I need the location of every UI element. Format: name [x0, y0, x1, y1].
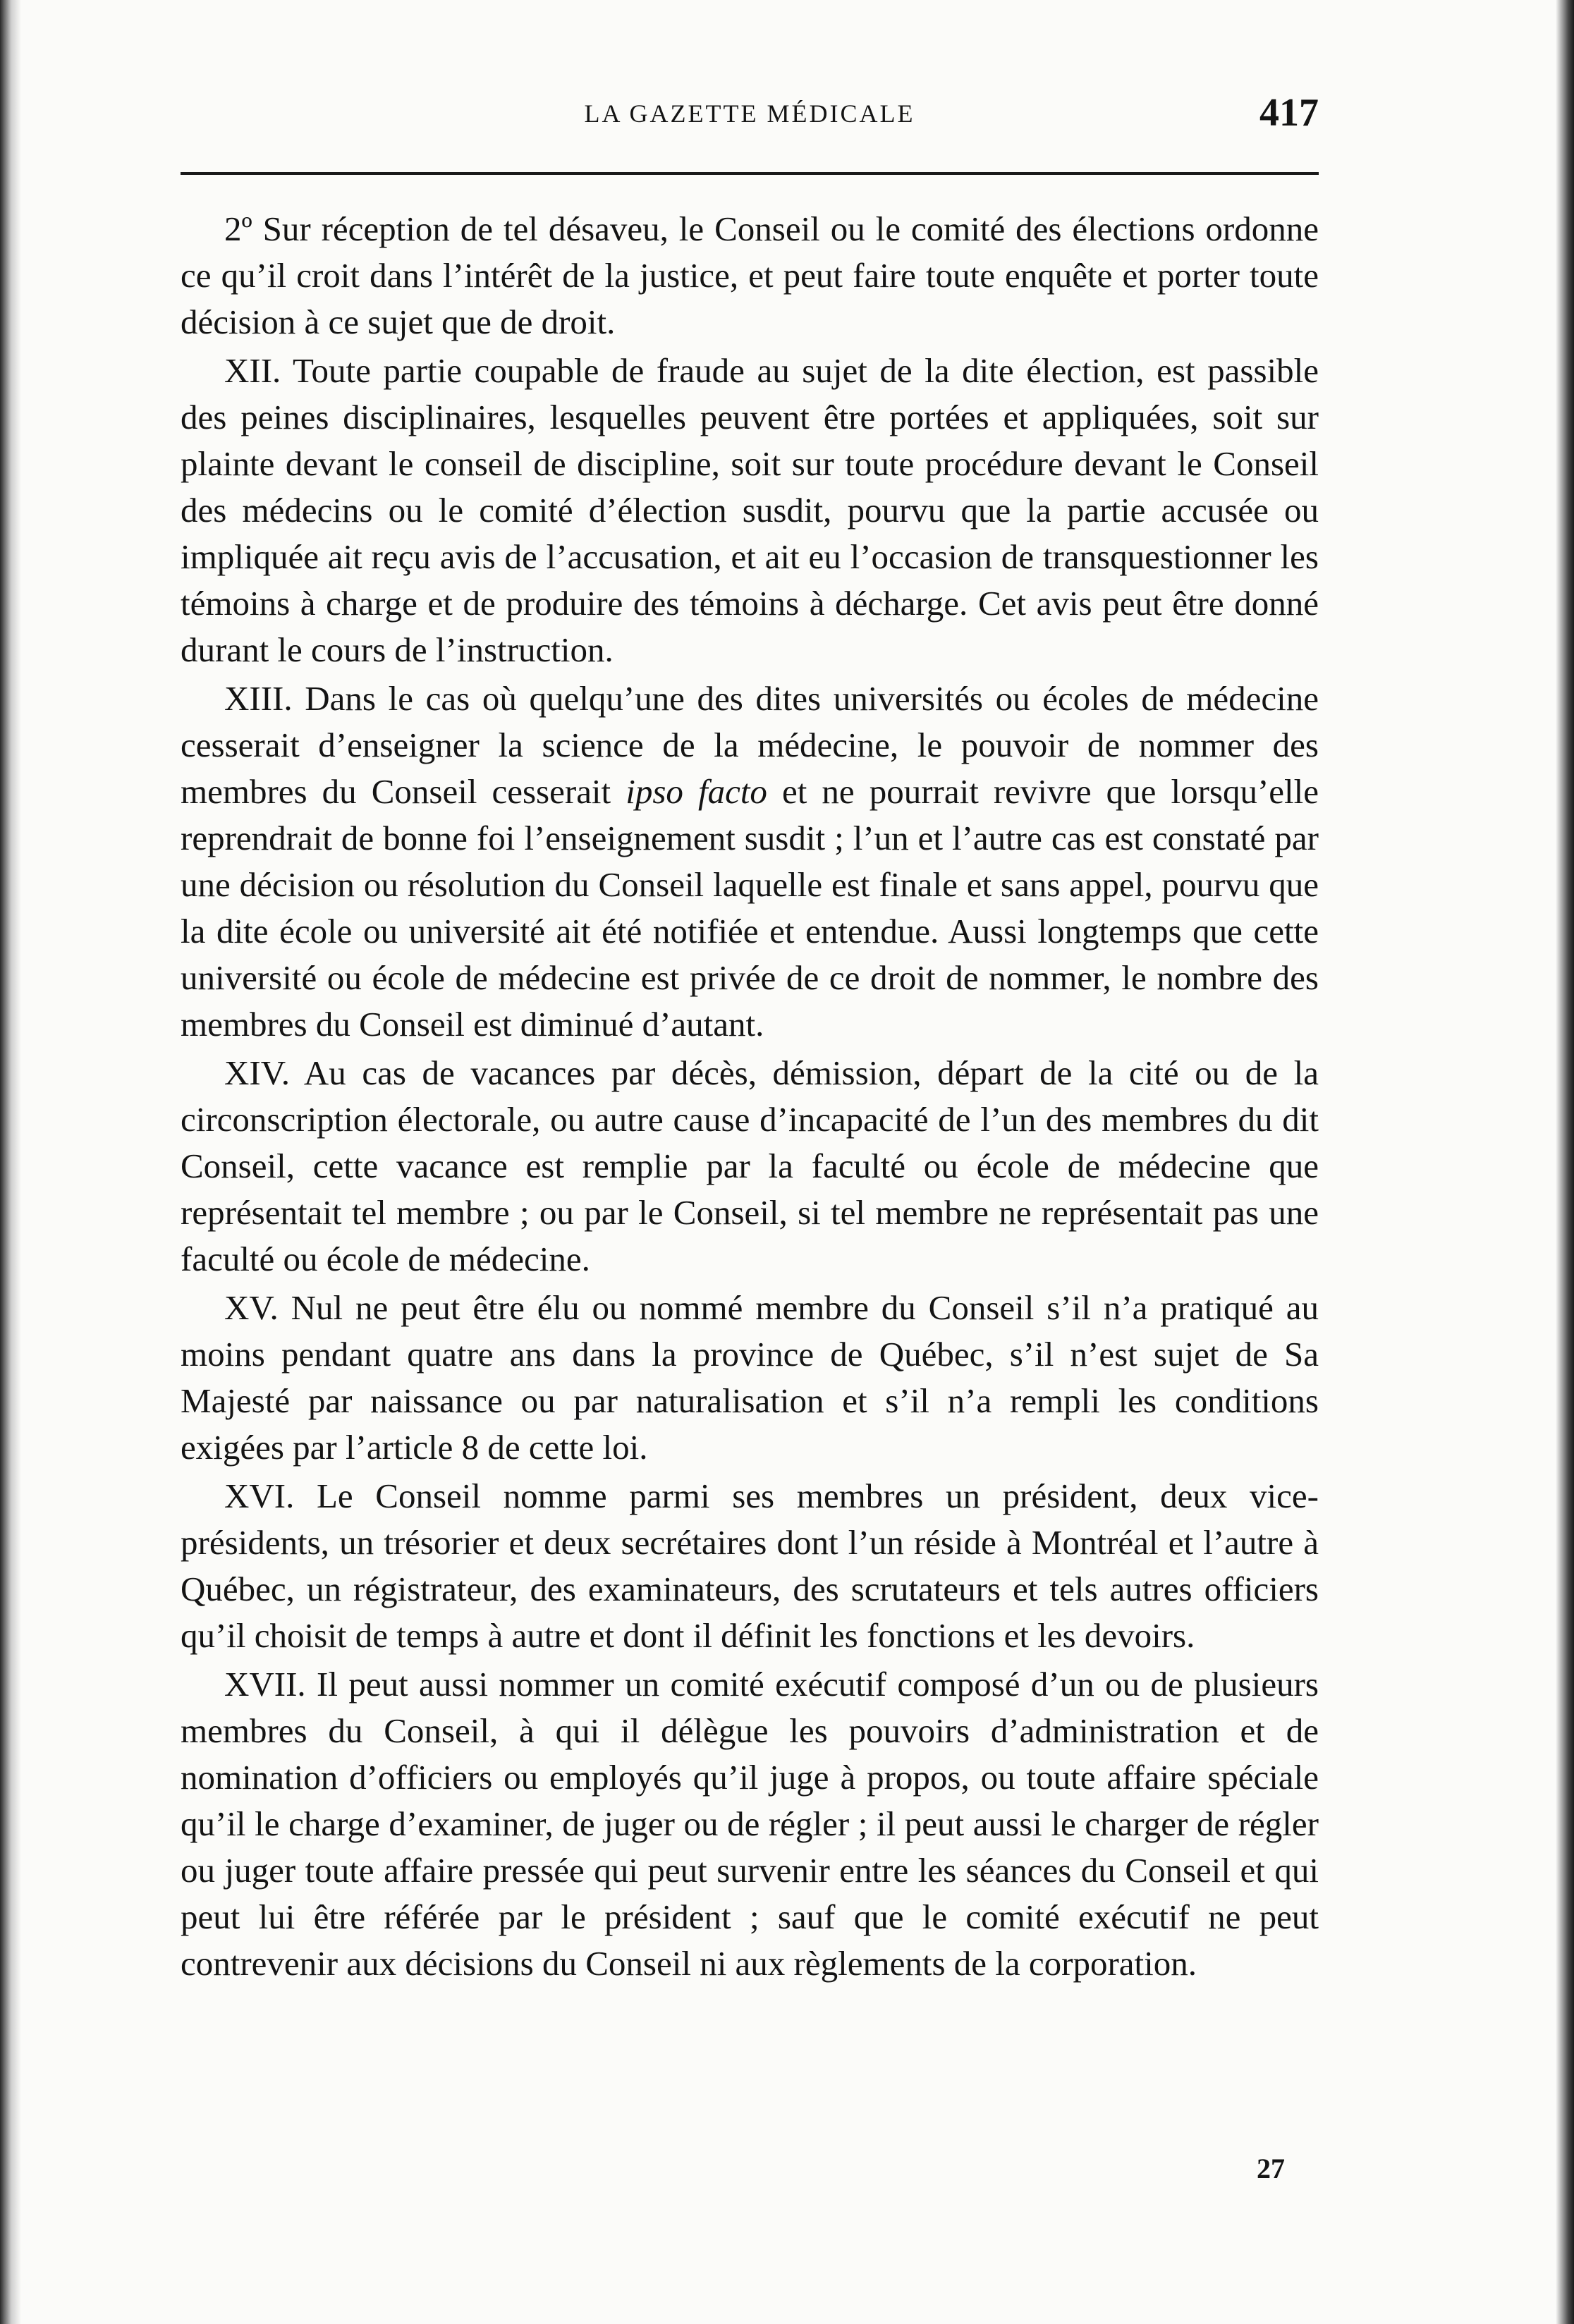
header-rule: [181, 172, 1319, 175]
paragraph-article-xiv: [181, 1050, 1319, 1283]
paragraph-article-xvi: [181, 1473, 1319, 1659]
paragraph-text: et ne pourrait revivre que lorsqu’elle reprendrait de bonne foi l’enseignement susdit ; l’un et l’autre cas est constaté par une décision ou résolution du Conseil laquelle est finale et sans appel, pourvu que la dite école ou université ait été notifiée et entendue. Aussi longtemps que cette université ou école de médecine est privée de ce droit de nommer, le nombre des membres du Conseil est diminué d’autant.: [181, 772, 1319, 1044]
paragraph-article-xii: [181, 348, 1319, 673]
running-title: LA GAZETTE MÉDICALE: [584, 99, 915, 128]
page-number: 417: [1259, 91, 1319, 135]
paragraph-article-xv: [181, 1285, 1319, 1471]
page-left-edge-shadow: [0, 0, 21, 2324]
paragraph-text: XVII. Il peut aussi nommer un comité exécutif composé d’un ou de plusieurs membres du Conseil, à qui il délègue les pouvoirs d’administration et de nomination d’officiers ou employés qu’il juge à propos, ou toute affaire spéciale qu’il le charge d’examiner, de juger ou de régler ; il peut aussi le charger de régler ou juger toute affaire pressée qui peut survenir entre les séances du Conseil et qui peut lui être référée par le président ; sauf que le comité exécutif ne peut contrevenir aux décisions du Conseil ni aux règlements de la corporation.: [181, 1665, 1319, 1983]
italic-phrase: ipso facto: [626, 772, 767, 811]
paragraph-text: XV. Nul ne peut être élu ou nommé membre du Conseil s’il n’a pratiqué au moins pendant quatre ans dans la province de Québec, s’il n’est sujet de Sa Majesté par naissance ou par naturalisation et s’il n’a rempli les conditions exigées par l’article 8 de cette loi.: [181, 1288, 1319, 1467]
paragraph-text: XVI. Le Conseil nomme parmi ses membres un président, deux vice-présidents, un trésorier et deux secrétaires dont l’un réside à Montréal et l’autre à Québec, un régistrateur, des examinateurs, des scrutateurs et tels autres officiers qu’il choisit de temps à autre et dont il définit les fonctions et les devoirs.: [181, 1476, 1319, 1655]
paragraph-text: XII. Toute partie coupable de fraude au sujet de la dite élection, est passible des peines disciplinaires, lesquelles peuvent être portées et appliquées, soit sur plainte devant le conseil de discipline, soit sur toute procédure devant le Conseil des médecins ou le comité d’élection susdit, pourvu que la partie accusée ou impliquée ait reçu avis de l’accusation, et ait eu l’occasion de transquestionner les témoins à charge et de produire des témoins à décharge. Cet avis peut être donné durant le cours de l’instruction.: [181, 351, 1319, 669]
paragraph-text: XIII. Dans le cas où quelqu’une des dites universités ou écoles de médecine cesserait d’enseigner la science de la médecine, le pouvoir de nommer des membres du Conseil cesserait: [181, 679, 1319, 811]
paragraph-article-xiii: [181, 675, 1319, 1048]
page-header: [181, 90, 1319, 147]
body-text: [181, 206, 1319, 1987]
paragraph-text: XIV. Au cas de vacances par décès, démission, départ de la cité ou de la circonscription électorale, ou autre cause d’incapacité de l’un des membres du dit Conseil, cette vacance est remplie par la faculté ou école de médecine que représentait tel membre ; ou par le Conseil, si tel membre ne représentait pas une faculté ou école de médecine.: [181, 1053, 1319, 1278]
paragraph-article-xvii: [181, 1661, 1319, 1987]
paragraph-text: 2º Sur réception de tel désaveu, le Conseil ou le comité des élections ordonne ce qu’il croit dans l’intérêt de la justice, et peut faire toute enquête et porter toute décision à ce sujet que de droit.: [181, 209, 1319, 341]
signature-mark: 27: [1257, 2153, 1285, 2184]
page-right-edge-shadow: [1556, 0, 1574, 2324]
paragraph-article-2: [181, 206, 1319, 345]
